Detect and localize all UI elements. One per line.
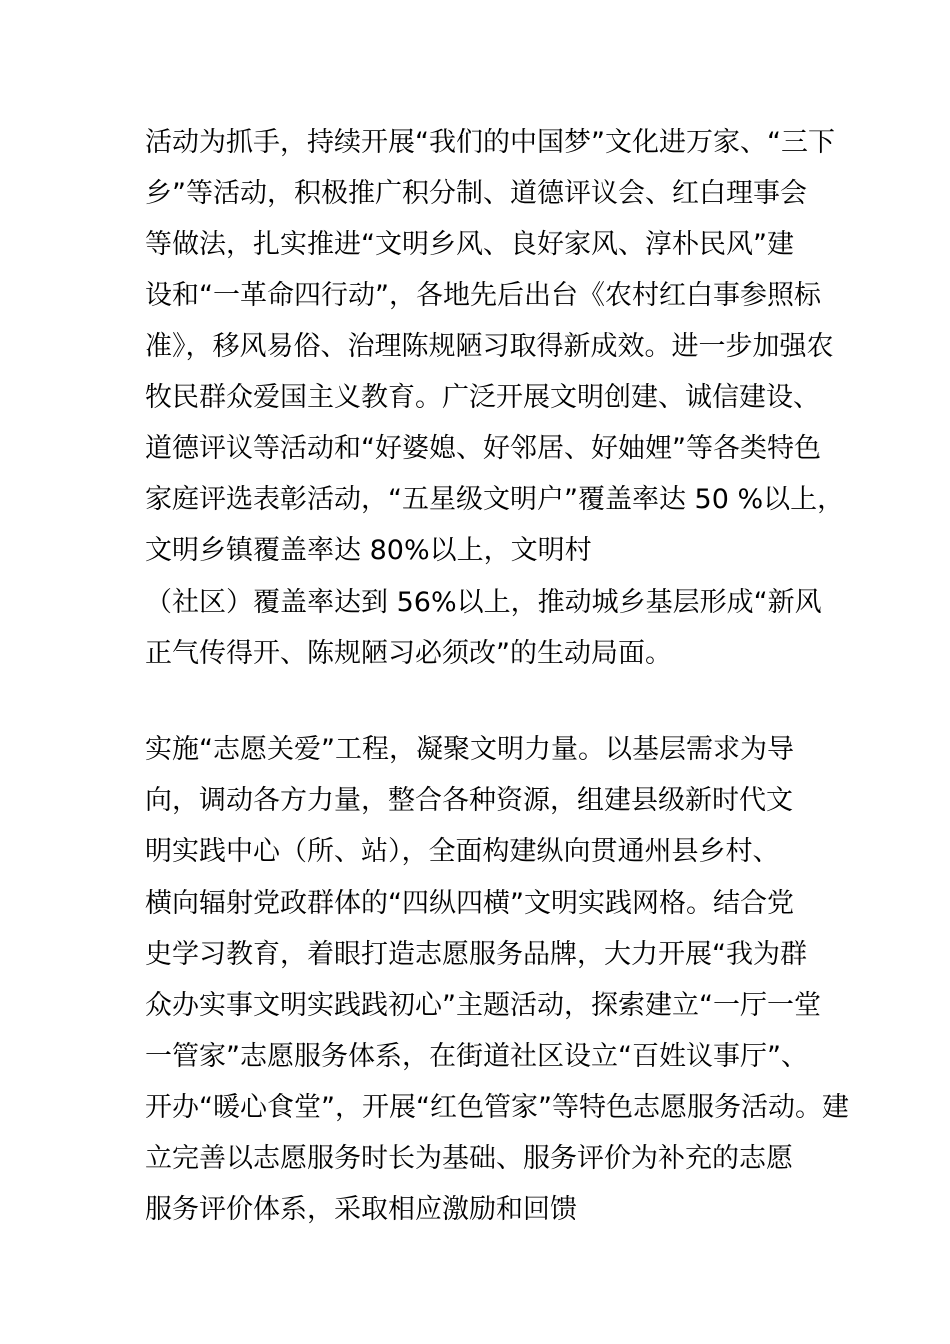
text-line: 横向辐射党政群体的“四纵四横”文明实践网格。结合党	[145, 888, 794, 919]
text-line: 文明乡镇覆盖率达 80%以上，文明村	[145, 535, 592, 566]
text-line: 众办实事文明实践践初心”主题活动，探索建立“一厅一堂	[145, 990, 821, 1021]
text-line: 设和“一革命四行动”，各地先后出台《农村红白事参照标	[145, 280, 821, 311]
text-line: 等做法，扎实推进“文明乡风、良好家风、淳朴民风”建	[145, 229, 794, 260]
text-line: 开办“暖心食堂”，开展“红色管家”等特色志愿服务活动。建	[145, 1092, 849, 1123]
text-line: 史学习教育，着眼打造志愿服务品牌，大力开展“我为群	[145, 939, 807, 970]
text-line: 明实践中心（所、站），全面构建纵向贯通州县乡村、	[145, 836, 780, 867]
text-line: 准》，移风易俗、治理陈规陋习取得新成效。进一步加强农	[145, 331, 834, 362]
text-line: 立完善以志愿服务时长为基础、服务评价为补充的志愿	[145, 1143, 793, 1174]
text-line: 一管家”志愿服务体系，在街道社区设立“百姓议事厅”、	[145, 1041, 808, 1072]
text-line: 道德评议等活动和“好婆媳、好邻居、好妯娌”等各类特色	[145, 433, 821, 464]
text-line: 服务评价体系，采取相应激励和回馈	[145, 1194, 577, 1225]
text-line: 向，调动各方力量，整合各种资源，组建县级新时代文	[145, 785, 793, 816]
text-line: 家庭评选表彰活动，“五星级文明户”覆盖率达 50 %以上，	[145, 484, 845, 515]
text-line: 正气传得开、陈规陋习必须改”的生动局面。	[145, 638, 672, 669]
text-line: 实施“志愿关爱”工程，凝聚文明力量。以基层需求为导	[145, 734, 794, 765]
text-line: 牧民群众爱国主义教育。广泛开展文明创建、诚信建设、	[145, 382, 820, 413]
text-line: 乡”等活动，积极推广积分制、道德评议会、红白理事会	[145, 178, 807, 209]
text-line: 活动为抓手，持续开展“我们的中国梦”文化进万家、“三下	[145, 127, 835, 158]
text-line: （社区）覆盖率达到 56%以上，推动城乡基层形成“新风	[145, 587, 822, 618]
